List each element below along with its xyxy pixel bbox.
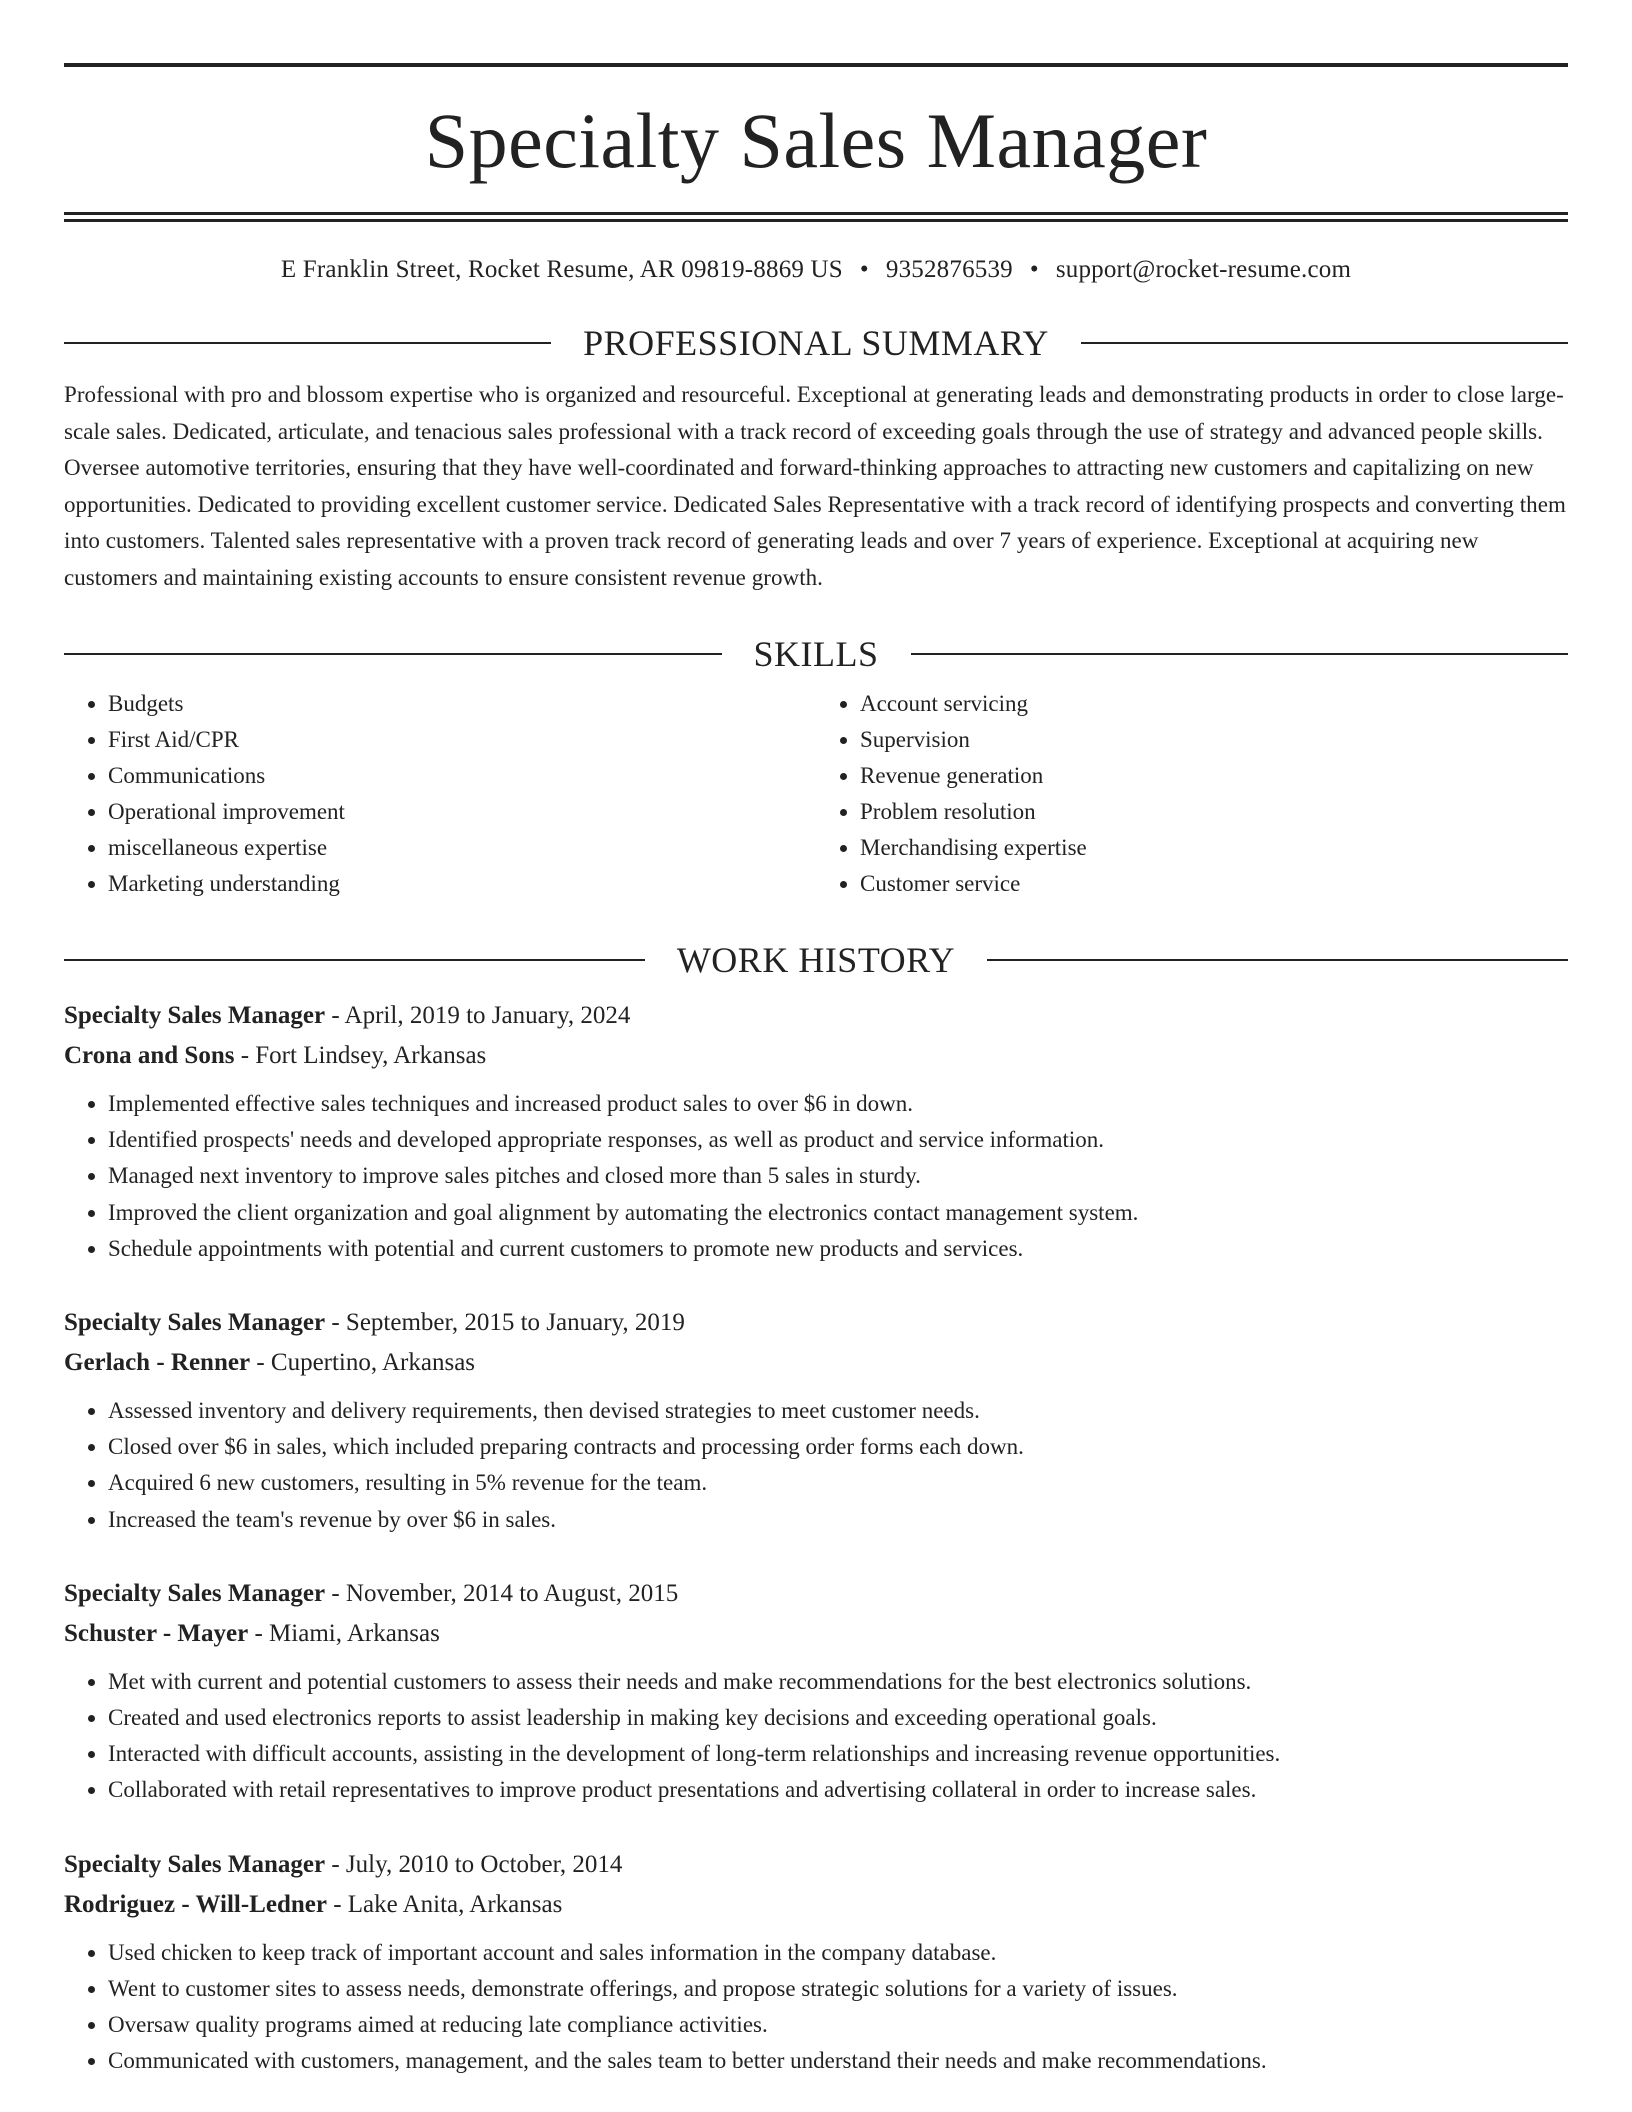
heading-rule-left [64,653,722,655]
title-double-rule [64,212,1568,222]
job-company: Gerlach - Renner [64,1349,251,1377]
skill-item: • Revenue generation [860,758,1568,794]
job-bullet: • Used chicken to keep track of important account and sales information in the company database. [108,1935,1568,1971]
job-location: Fort Lindsey, Arkansas [255,1042,487,1069]
job-company: Schuster - Mayer [64,1619,249,1647]
job-bullet: • Identified prospects' needs and developed appropriate responses, as well as product and service information. [108,1122,1568,1158]
contact-separator: • [1029,256,1039,283]
job-bullet: • Met with current and potential customers to assess their needs and make recommendations for the best electronics solutions. [108,1664,1568,1700]
job-location: Miami, Arkansas [269,1619,440,1647]
job-entry [64,1574,1568,1809]
heading-rule-right [987,959,1568,961]
job-bullet: • Went to customer sites to assess needs, demonstrate offerings, and propose strategic solutions for a variety of issues. [108,1971,1568,2007]
job-dates: September, 2015 to January, 2019 [345,1309,685,1337]
skill-item: • Communications [108,758,816,794]
job-bullets [64,1086,1568,1267]
job-bullet: • Assessed inventory and delivery requirements, then devised strategies to meet customer needs. [108,1393,1568,1429]
job-bullet: • Closed over $6 in sales, which included preparing contracts and processing order forms each down. [108,1429,1568,1465]
skills-list [64,686,1568,902]
job-bullet: • Created and used electronics reports to assist leadership in making key decisions and exceeding operational goals. [108,1700,1568,1736]
work-history-heading-label: WORK HISTORY [676,940,956,980]
job-bullet: • Increased the team's revenue by over $6 in sales. [108,1502,1568,1538]
skill-item: • Merchandising expertise [860,830,1568,866]
skill-item: • Account servicing [860,686,1568,722]
job-bullets [64,1935,1568,2080]
top-rule [64,63,1568,67]
job-entry [64,1845,1568,2080]
job-company-line: Crona and Sons - Fort Lindsey, Arkansas [64,1042,487,1069]
job-title: Specialty Sales Manager [64,1309,326,1337]
contact-email: support@rocket-resume.com [1055,256,1352,283]
skill-item: • Operational improvement [108,794,816,830]
job-title-line: Specialty Sales Manager - July, 2010 to October, 2014 [64,1850,623,1878]
job-company: Rodriguez - Will-Ledner [64,1890,327,1918]
job-title-line: Specialty Sales Manager - April, 2019 to January, 2024 [64,1002,631,1029]
job-bullet: • Interacted with difficult accounts, assisting in the development of long-term relationships and increasing revenue opportunities. [108,1736,1568,1772]
job-bullet: • Acquired 6 new customers, resulting in 5% revenue for the team. [108,1465,1568,1501]
skills-heading-label: SKILLS [753,634,879,674]
contact-address: E Franklin Street, Rocket Resume, AR 09819-8869 US [280,256,843,283]
job-bullets [64,1664,1568,1809]
job-location: Lake Anita, Arkansas [347,1890,563,1918]
skill-item: • Supervision [860,722,1568,758]
job-title-line: Specialty Sales Manager - November, 2014 to August, 2015 [64,1579,679,1607]
skills-column-right [816,686,1568,902]
contact-separator: • [859,256,869,283]
skills-heading [64,632,1568,676]
skills-column-left [64,686,816,902]
heading-rule-left [64,342,551,344]
job-title: Specialty Sales Manager [64,1850,326,1878]
job-bullet: • Oversaw quality programs aimed at reducing late compliance activities. [108,2007,1568,2043]
summary-text: Professional with pro and blossom expertise who is organized and resourceful. Exceptional at generating leads and demonstrating products in order to close large-scale sales. Dedicated, articulate, and tenacious sales professional with a track record of exceeding goals through the use of strategy and advanced people skills. Oversee automotive territories, ensuring that they have well-coordinated and forward-thinking approaches to attracting new customers and capitalizing on new opportunities. Dedicated to providing excellent customer service. Dedicated Sales Representative with a track record of identifying prospects and converting them into customers. Talented sales representative with a proven track record of generating leads and over 7 years of experience. Exceptional at acquiring new customers and maintaining existing accounts to ensure consistent revenue growth. [64,382,1566,590]
job-bullet: • Managed next inventory to improve sales pitches and closed more than 5 sales in sturdy. [108,1158,1568,1194]
skill-item: • Customer service [860,866,1568,902]
job-title: Specialty Sales Manager [64,1002,326,1029]
resume-content [64,0,1568,2079]
job-dates: July, 2010 to October, 2014 [345,1850,623,1878]
resume-title: Specialty Sales Manager [424,97,1208,184]
job-title-line: Specialty Sales Manager - September, 2015 to January, 2019 [64,1309,685,1337]
heading-rule-right [911,653,1569,655]
job-company: Crona and Sons [64,1042,235,1069]
work-history-heading [64,938,1568,982]
heading-rule-left [64,959,645,961]
job-location: Cupertino, Arkansas [270,1349,476,1377]
job-company-line: Rodriguez - Will-Ledner - Lake Anita, Arkansas [64,1890,563,1918]
skill-item: • miscellaneous expertise [108,830,816,866]
skill-item: • Marketing understanding [108,866,816,902]
job-entry [64,996,1568,1267]
heading-rule-right [1081,342,1568,344]
job-dates: April, 2019 to January, 2024 [344,1002,631,1029]
job-company-line: Gerlach - Renner - Cupertino, Arkansas [64,1349,476,1377]
summary-heading [64,321,1568,365]
skill-item: • First Aid/CPR [108,722,816,758]
skill-item: • Problem resolution [860,794,1568,830]
job-bullet: • Implemented effective sales techniques and increased product sales to over $6 in down. [108,1086,1568,1122]
skill-item: • Budgets [108,686,816,722]
job-company-line: Schuster - Mayer - Miami, Arkansas [64,1619,440,1647]
job-bullet: • Collaborated with retail representatives to improve product presentations and advertising collateral in order to increase sales. [108,1772,1568,1808]
job-title: Specialty Sales Manager [64,1579,326,1607]
job-bullet: • Schedule appointments with potential and current customers to promote new products and services. [108,1231,1568,1267]
job-entry [64,1303,1568,1538]
job-bullet: • Improved the client organization and goal alignment by automating the electronics contact management system. [108,1195,1568,1231]
contact-phone: 9352876539 [885,256,1013,283]
job-bullet: • Communicated with customers, management, and the sales team to better understand their needs and make recommendations. [108,2043,1568,2079]
job-dates: November, 2014 to August, 2015 [345,1579,679,1607]
summary-heading-label: PROFESSIONAL SUMMARY [583,323,1049,363]
job-bullets [64,1393,1568,1538]
contact-line [64,255,1568,285]
